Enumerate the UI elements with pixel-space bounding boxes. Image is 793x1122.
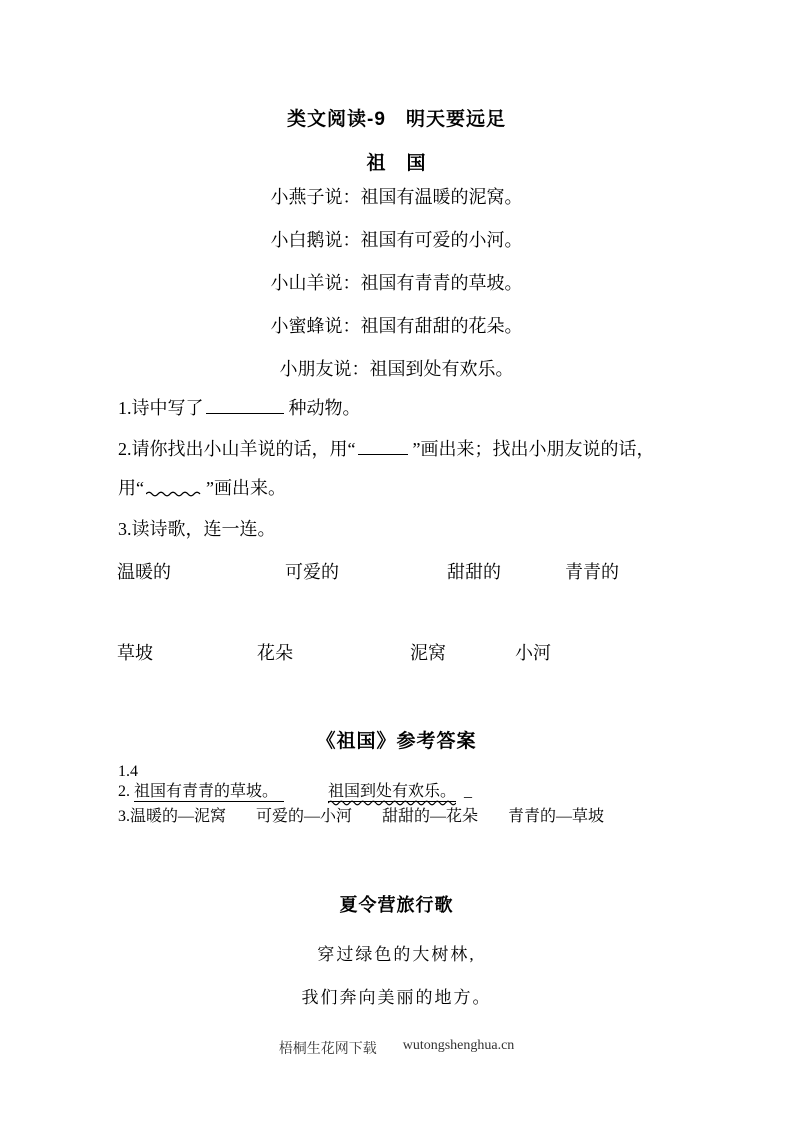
doc-title: 类文阅读-9 明天要远足 [287,109,506,130]
match-noun: 花朵 [257,643,293,663]
answer-line-1: 1.4 [118,763,138,780]
underline-mark-blank [358,437,408,455]
song-line: 我们奔向美丽的地方。 [301,988,492,1007]
match-adjective: 甜甜的 [447,562,501,582]
poem-line: 小朋友说：祖国到处有欢乐。 [279,359,514,379]
site-url: wutongshenghua.cn [402,1038,515,1053]
answer-3-number: 3. [118,808,130,825]
underlined-answer: 祖国有青青的草坡。 [134,783,284,802]
question-2-text: 用“ [118,478,144,499]
question-2-text: 2.请你找出小山羊说的话，用“ [118,439,356,460]
footer [0,1038,793,1058]
question-2-continued [118,477,286,499]
question-3: 3.读诗歌，连一连。 [118,519,276,539]
poem-line: 小蜜蜂说：祖国有甜甜的花朵。 [270,316,523,336]
match-noun: 泥窝 [410,643,446,663]
question-2-text: ”画出来。 [206,478,286,499]
poem-line: 小白鹅说：祖国有可爱的小河。 [270,230,523,250]
question-2-text: ”画出来；找出小朋友说的话， [412,439,655,460]
stray-underscore: _ [464,783,473,800]
question-1-text: 种动物。 [288,398,361,419]
question-2 [118,437,655,460]
wavy-line-icon [328,799,456,807]
song-title: 夏令营旅行歌 [339,895,454,915]
question-1 [118,396,361,419]
poem-line: 小燕子说：祖国有温暖的泥窝。 [270,187,523,207]
site-name: 梧桐生花网下载 [278,1042,377,1057]
match-adjective: 青青的 [565,562,619,582]
wavy-answer-text: 祖国到处有欢乐。 [328,783,457,800]
poem-body [0,188,793,403]
answer-line-2 [118,783,472,801]
fill-blank [206,396,284,414]
match-adjective: 温暖的 [117,562,171,582]
answer-pair: 甜甜的—花朵 [382,808,479,825]
song-line: 穿过绿色的大树林, [317,945,476,964]
answer-pair: 可爱的—小河 [256,808,353,825]
poem-title: 祖 国 [366,153,427,174]
question-1-text: 1.诗中写了 [118,398,204,419]
poem-line: 小山羊说：祖国有青青的草坡。 [270,273,523,293]
wavy-mark-blank [146,477,201,494]
match-noun: 小河 [515,643,551,663]
answer-line-3 [118,808,604,826]
answer-pair: 温暖的—泥窝 [130,808,227,825]
match-adjective: 可爱的 [285,562,339,582]
wavy-underlined-answer [328,783,456,802]
answer-2-number: 2. [118,783,134,800]
answer-pair: 青青的—草坡 [508,808,605,825]
answers-heading: 《祖国》参考答案 [316,731,477,752]
wavy-line-icon [146,490,201,498]
match-noun: 草坡 [117,643,153,663]
